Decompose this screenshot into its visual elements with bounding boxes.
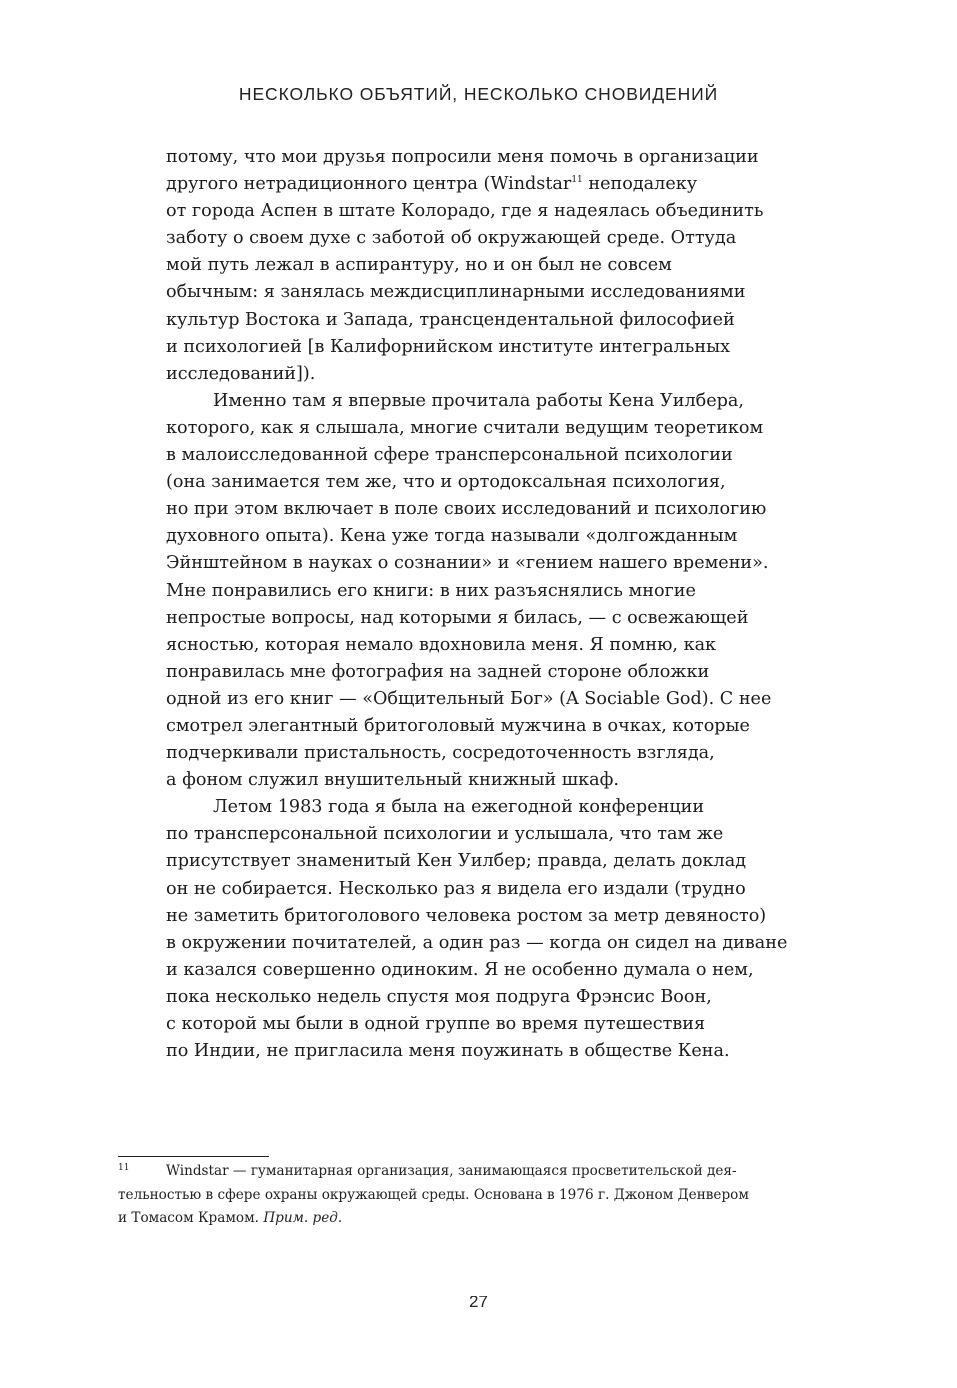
text-line: [166, 171, 846, 198]
text-line: Эйнштейном в науках о сознании» и «гением нашего времени».: [166, 553, 769, 574]
footnote-line: [118, 1207, 830, 1231]
text-line: Мне понравились его книги: в них разъяснялись многие: [166, 580, 696, 601]
text-line: по Индии, не пригласила меня поужинать в обществе Кена.: [166, 1041, 730, 1062]
text-line: и казался совершенно одиноким. Я не особенно думала о нем,: [166, 959, 754, 980]
text-fragment: другого нетрадиционного центра (Windstar: [166, 174, 572, 195]
text-line: а фоном служил внушительный книжный шкаф.: [166, 770, 620, 791]
text-line: но при этом включает в поле своих исследований и психологию: [166, 499, 767, 520]
text-line: духовного опыта). Кена уже тогда называли «долгожданным: [166, 526, 738, 547]
text-line: подчеркивали пристальность, сосредоточенность взгляда,: [166, 743, 715, 764]
editor-note: Прим. ред.: [263, 1210, 343, 1226]
text-line: присутствует знаменитый Кен Уилбер; правда, делать доклад: [166, 851, 747, 872]
text-line: мой путь лежал в аспирантуру, но и он был не совсем: [166, 255, 672, 276]
running-title: НЕСКОЛЬКО ОБЪЯТИЙ, НЕСКОЛЬКО СНОВИДЕНИЙ: [238, 84, 719, 104]
text-line: от города Аспен в штате Колорадо, где я надеялась объединить: [166, 201, 764, 222]
text-line: он не собирается. Несколько раз я видела его издали (трудно: [166, 878, 746, 899]
text-line: с которой мы были в одной группе во время путешествия: [166, 1014, 706, 1034]
text-line: понравилась мне фотография на задней стороне обложки: [166, 661, 710, 682]
footnote-number: 11: [118, 1163, 130, 1173]
text-line: в окружении почитателей, а один раз — когда он сидел на диване: [166, 932, 788, 953]
text-line: в малоисследованной сфере трансперсональной психологии: [166, 445, 733, 466]
text-line: непростые вопросы, над которыми я билась, — с освежающей: [166, 607, 749, 628]
footnote-text: и Томасом Крамом.: [118, 1210, 264, 1226]
footnote-reference[interactable]: 11: [571, 175, 583, 186]
text-line: которого, как я слышала, многие считали ведущим теоретиком: [166, 417, 764, 438]
footnote: [118, 1160, 830, 1231]
page-number: [0, 1296, 957, 1309]
main-text: [166, 144, 846, 1065]
text-line: культур Востока и Запада, трансцендентальной философией: [166, 309, 735, 330]
text-line: (она занимается тем же, что и ортодоксальная психология,: [166, 472, 726, 493]
text-line: пока несколько недель спустя моя подруга Фрэнсис Воон,: [166, 986, 712, 1007]
text-line: исследований]).: [166, 363, 316, 384]
text-line: смотрел элегантный бритоголовый мужчина в очках, которые: [166, 715, 750, 736]
paragraph-first-line: Летом 1983 года я была на ежегодной конференции: [213, 797, 705, 818]
text-fragment: неподалеку: [582, 174, 698, 195]
footnote-line: тельностью в сфере охраны окружающей среды. Основана в 1976 г. Джоном Денвером: [118, 1186, 749, 1203]
text-line: заботу о своем духе с заботой об окружающей среде. Оттуда: [166, 228, 737, 249]
page-number-text: 27: [469, 1296, 488, 1309]
text-line: не заметить бритоголового человека ростом за метр девяносто): [166, 905, 767, 926]
text-line: одной из его книг — «Общительный Бог» (A Sociable God). С нее: [166, 688, 772, 709]
text-line: обычным: я занялась междисциплинарными исследованиями: [166, 282, 746, 303]
text-line: и психологией [в Калифорнийском институте интегральных: [166, 336, 731, 357]
footnote-divider: [118, 1156, 269, 1157]
text-line: по трансперсональной психологии и услышала, что там же: [166, 824, 724, 845]
footnote-line: Windstar — гуманитарная организация, занимающаяся просветительской дея-: [166, 1163, 737, 1179]
text-line: ясностью, которая немало вдохновила меня. Я помню, как: [166, 634, 717, 655]
paragraph-first-line: Именно там я впервые прочитала работы Кена Уилбера,: [213, 390, 744, 411]
text-line: потому, что мои друзья попросили меня помочь в организации: [166, 147, 759, 167]
